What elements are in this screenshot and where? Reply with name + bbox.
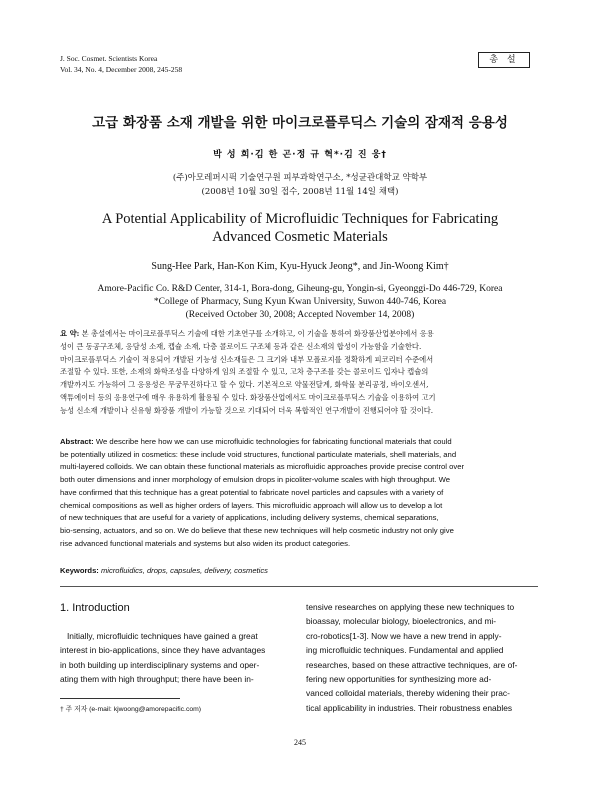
english-abstract [60,436,538,550]
english-title [0,210,600,246]
journal-info [60,53,182,75]
abstract-ko-line: 본 총설에서는 마이크로플루딕스 기술에 대한 기초연구를 소개하고, 이 기술을 통하여 화장품산업분야에서 응용 [81,329,434,338]
english-abstract-label: Abstract: [60,437,94,446]
abstract-ko-line: 마이크로플루딕스 기술이 적용되어 개발된 기능성 신소재들은 그 크기와 내부 모폴로지를 정확하게 피코리터 수준에서 [60,354,434,364]
right-column [306,600,538,715]
korean-affiliation: (주)아모레퍼시픽 기술연구원 피부과학연구소, *성균관대학교 약학부 [172,173,428,183]
korean-title: 고급 화장품 소재 개발을 위한 마이크로플루딕스 기술의 잠재적 응용성 [92,115,508,131]
section-title: 1. Introduction [60,602,130,614]
body-line: tensive researches on applying these new techniques to [306,602,515,612]
english-affiliation-2: *College of Pharmacy, Sung Kyun Kwan University, Suwon 440-746, Korea [153,297,447,307]
abstract-en-line: rise advanced functional materials and systems but also widen its product categories. [60,538,351,548]
journal-volume: Vol. 34, No. 4, December 2008, 245-258 [60,65,183,74]
abstract-en-line: both outer dimensions and inner morphology of emulsion drops in picoliter-volume scales with high throughput. We [60,475,450,485]
abstract-en-line: have confirmed that this technique has a great potential to fabricate novel particles and capsules with a variety of [60,487,444,497]
keywords-value: microfluidics, drops, capsules, delivery, cosmetics [100,566,268,575]
abstract-en-line: chemical compositions as well as higher orders of layers. This microfluidic approach will allow us to develop a lot [60,500,443,510]
korean-abstract [60,328,538,418]
keywords [60,566,538,575]
abstract-ko-line: 개발까지도 가능하여 그 응용성은 무궁무진하다고 할 수 있다. 기본적으로 약물전달계, 화학물 분리공정, 바이오센서, [60,380,429,390]
abstract-en-line: We describe here how we can use microfluidic technologies for fabricating functional materials that could [95,437,452,446]
keywords-label: Keywords: [60,566,99,575]
body-line: tical applicability in industries. Their robustness enables [306,702,513,713]
korean-abstract-label: 요 약: [60,329,80,338]
abstract-ko-line: 성이 큰 동공구조체, 응담성 소재, 캡슐 소재, 다층 콜로이드 구조체 등과 같은 신소재의 합성이 가능함을 기술한다. [60,341,422,351]
body-line: ating them with high throughput; there have been in- [60,674,254,685]
english-title-line1: A Potential Applicability of Microfluidic Techniques for Fabricating [101,211,499,227]
body-line: researches, based on these attractive techniques, are of- [306,659,518,670]
body-line: interest in bio-applications, since they have advantages [60,645,266,656]
article-type-badge: 총 설 [478,52,530,68]
english-affiliation-block [0,283,600,322]
english-title-line2: Advanced Cosmetic Materials [212,229,388,245]
body-line: fering new opportunities for synthesizing more ad- [306,674,492,685]
footnote-divider [60,698,180,699]
body-line: Initially, microfluidic techniques have gained a great [60,631,258,641]
footnote: † 주 저자 (e-mail: kjwoong@amorepacific.com) [60,706,202,713]
english-affiliation-1: Amore-Pacific Co. R&D Center, 314-1, Bora-dong, Giheung-gu, Yongin-si, Gyeonggi-Do 446-729, Korea [97,284,503,294]
abstract-en-line: multi-layered colloids. We can obtain these functional materials as microfluidic approaches provide precise control over [60,462,465,472]
body-line: ing microfluidic techniques. Fundamental and applied [306,645,504,656]
abstract-en-line: be potentially utilized in cosmetics: these include void structures, functional particulate materials, shell materials, and [60,449,457,459]
english-received: (Received October 30, 2008; Accepted November 14, 2008) [185,310,415,320]
body-line: cro-robotics[1-3]. Now we have a new trend in apply- [306,630,502,641]
abstract-ko-line: 액튜에이터 등의 응용연구에 매우 유용하게 활용될 수 있다. 화장품산업에서도 마이크로플루딕스 기술을 이용하여 고기 [60,392,436,402]
abstract-en-line: bio-sensing, actuators, and so on. We do believe that these new techniques will help cosmetic industry not only give [60,525,454,535]
abstract-en-line: of new techniques that are useful for a variety of applications, including delivery systems, chemical separations, [60,513,439,523]
abstract-ko-line: 능성 신소재 개발이나 신유형 화장품 개발이 가능할 것으로 기대되어 더욱 복합적인 연구개발이 진행되어야 할 것이다. [60,405,434,415]
body-line: bioassay, molecular biology, bioelectronics, and mi- [306,616,497,627]
korean-authors: 박 성 희·김 한 곤·정 규 혁*·김 진 웅† [213,150,387,160]
body-line: in both building up interdisciplinary systems and oper- [60,659,260,670]
korean-affiliation-block [0,171,600,199]
body-line: vanced colloidal materials, thereby widening their prac- [306,688,510,699]
english-authors: Sung-Hee Park, Han-Kon Kim, Kyu-Hyuck Jeong*, and Jin-Woong Kim† [151,261,449,272]
korean-received: (2008년 10월 30일 접수, 2008년 11월 14일 채택) [201,187,399,197]
left-column [60,629,292,687]
abstract-ko-line: 조절할 수 있다. 또한, 소재의 화학조성을 다양하게 임의 조절할 수 있고, 고차 층구조를 갖는 콜로이드 입자나 캡슐의 [60,367,429,377]
abstract-divider [60,586,538,587]
page-number: 245 [294,738,306,747]
journal-name: J. Soc. Cosmet. Scientists Korea [60,54,158,63]
